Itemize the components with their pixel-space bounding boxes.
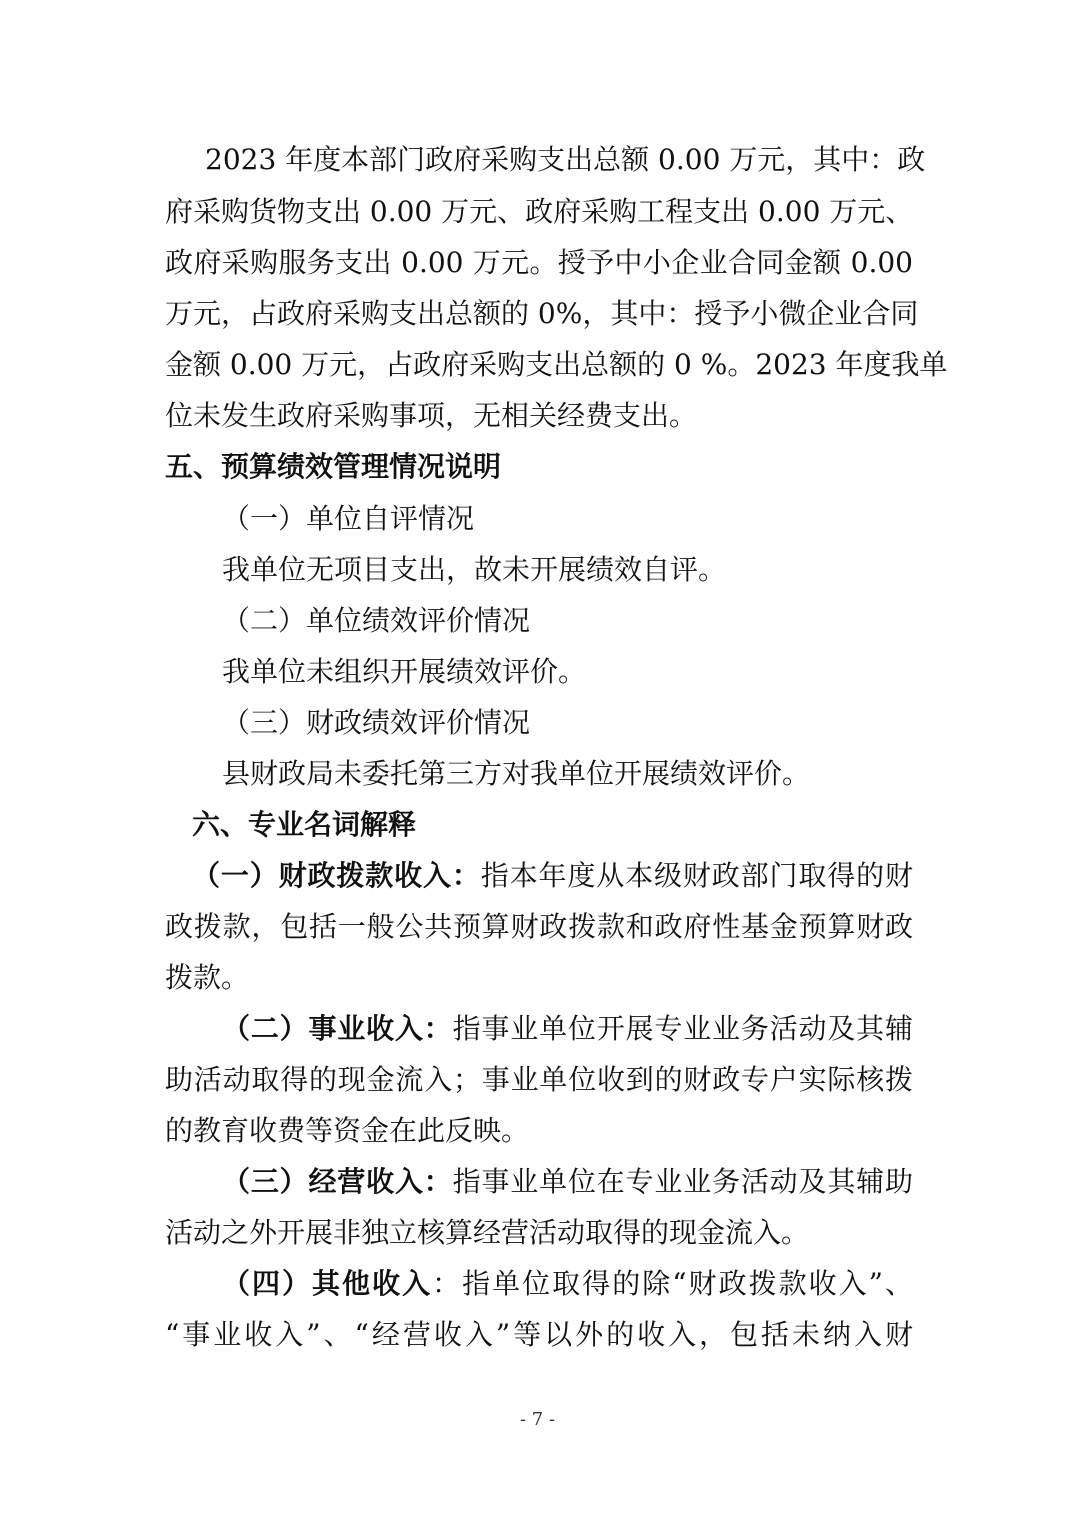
def4-line-2: “事业收入”、“经营收入”等以外的收入，包括未纳入财 — [165, 1318, 913, 1351]
page-number: - 7 - — [519, 1409, 556, 1430]
section5-sub2: （二）单位绩效评价情况 — [222, 604, 531, 637]
def3-text: 指事业单位在专业业务活动及其辅助 — [452, 1165, 913, 1198]
section6-heading: 六、专业名词解释 — [192, 808, 417, 841]
def1-line-3: 拨款。 — [165, 961, 250, 994]
section5-text1: 我单位无项目支出，故未开展绩效自评。 — [222, 553, 727, 586]
section5-sub3: （三）财政绩效评价情况 — [222, 706, 531, 739]
def4-line-1 — [222, 1266, 913, 1302]
procurement-line-6: 位未发生政府采购事项，无相关经费支出。 — [165, 399, 698, 432]
section5-text2: 我单位未组织开展绩效评价。 — [222, 655, 587, 688]
def3-line-1 — [222, 1164, 913, 1200]
procurement-line-5: 金额 0.00 万元，占政府采购支出总额的 0 %。2023 年度我单 — [165, 348, 948, 381]
def1-text: 指本年度从本级财政部门取得的财 — [480, 859, 913, 892]
def4-text: ：指单位取得的除“财政拨款收入”、 — [432, 1267, 913, 1300]
def2-term: （二）事业收入： — [222, 1012, 453, 1045]
def3-term: （三）经营收入： — [222, 1165, 453, 1198]
procurement-line-3: 政府采购服务支出 0.00 万元。授予中小企业合同金额 0.00 — [165, 246, 913, 279]
def1-term: （一）财政拨款收入： — [192, 859, 481, 892]
procurement-line-4: 万元，占政府采购支出总额的 0%，其中：授予小微企业合同 — [165, 297, 919, 330]
def1-line-2: 政拨款，包括一般公共预算财政拨款和政府性基金预算财政 — [165, 910, 913, 943]
def2-text: 指事业单位开展专业业务活动及其辅 — [452, 1012, 913, 1045]
def2-line-3: 的教育收费等资金在此反映。 — [165, 1114, 530, 1147]
section5-sub1: （一）单位自评情况 — [222, 502, 475, 535]
section5-heading: 五、预算绩效管理情况说明 — [165, 450, 502, 483]
procurement-line-2: 府采购货物支出 0.00 万元、政府采购工程支出 0.00 万元、 — [165, 195, 914, 228]
def4-term: （四）其他收入 — [222, 1267, 433, 1300]
def3-line-2: 活动之外开展非独立核算经营活动取得的现金流入。 — [165, 1216, 810, 1249]
section5-text3: 县财政局未委托第三方对我单位开展绩效评价。 — [222, 757, 811, 790]
def1-line-1 — [192, 858, 913, 894]
def2-line-2: 助活动取得的现金流入；事业单位收到的财政专户实际核拨 — [165, 1063, 913, 1096]
def2-line-1 — [222, 1011, 913, 1047]
procurement-line-1: 2023 年度本部门政府采购支出总额 0.00 万元，其中：政 — [205, 143, 926, 176]
